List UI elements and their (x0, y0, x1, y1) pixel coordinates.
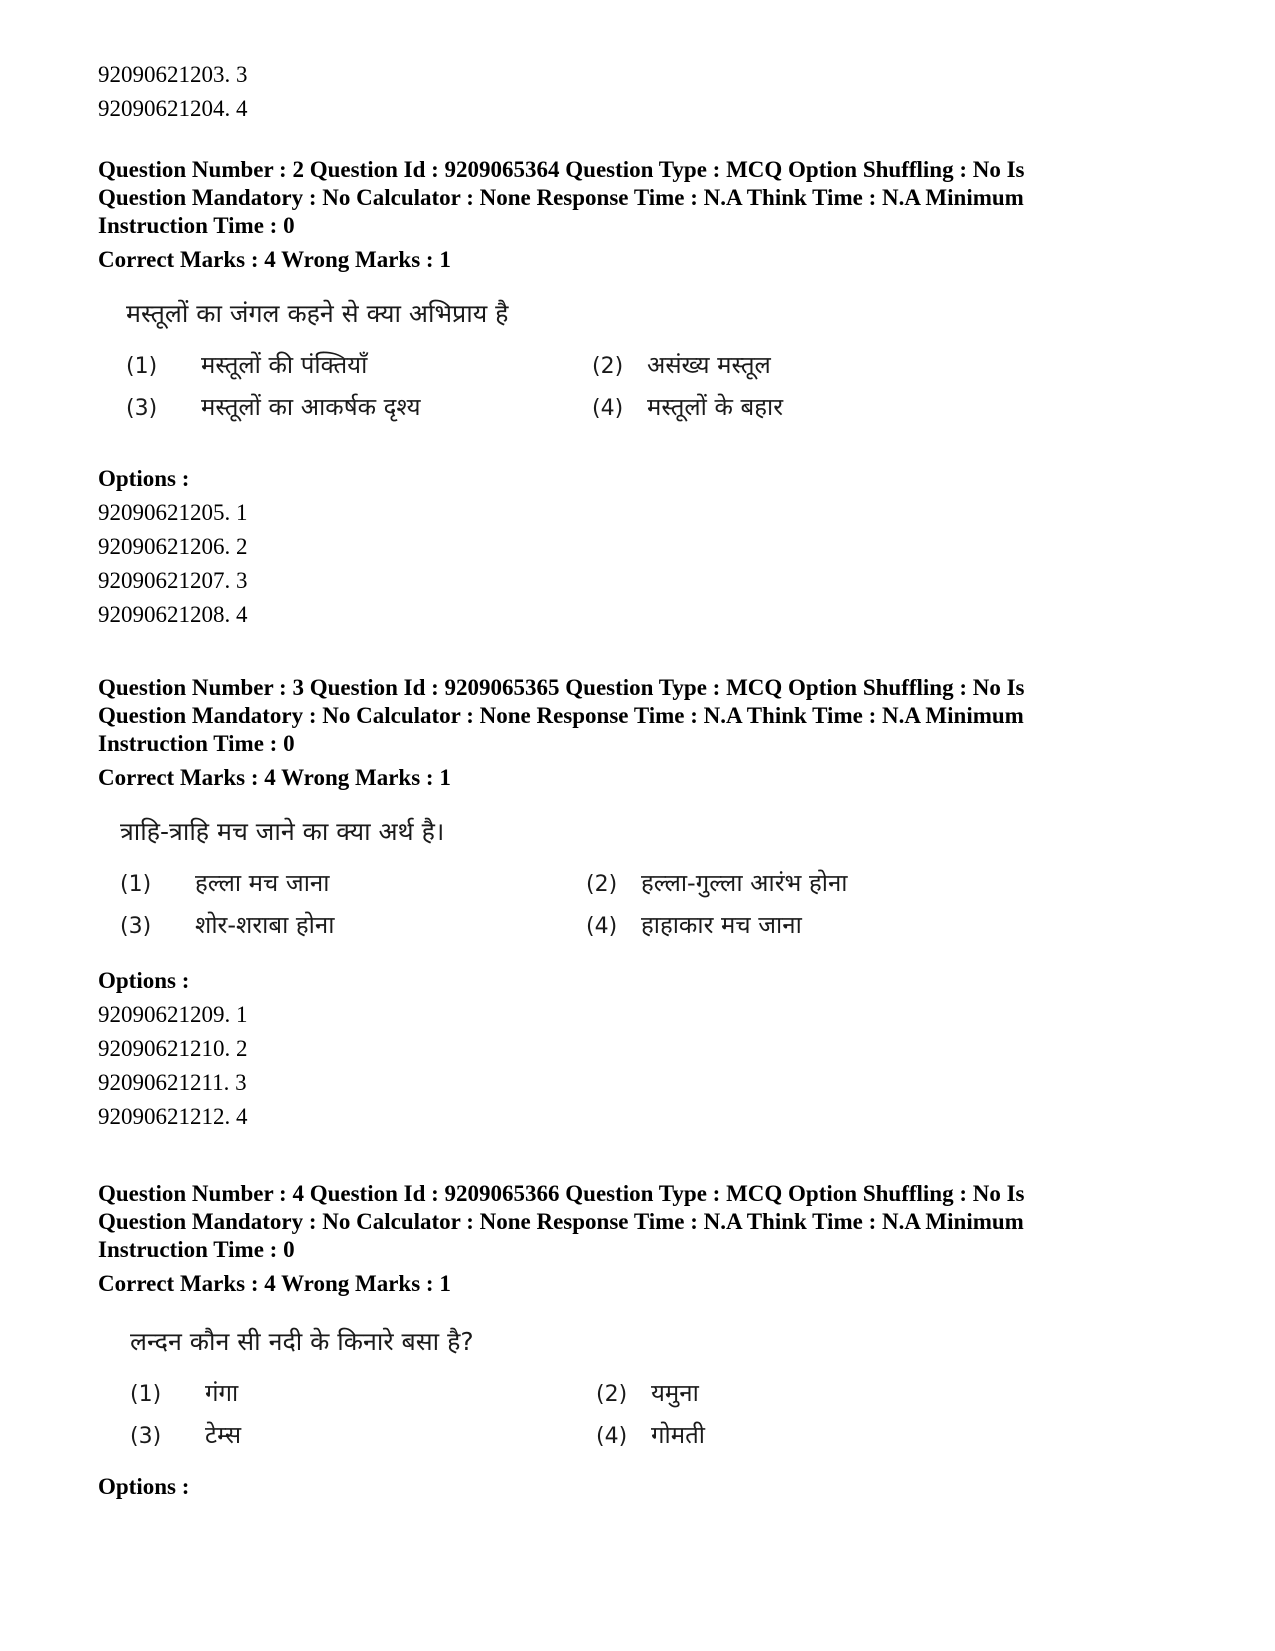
choice-number: (3) (120, 914, 152, 939)
question-marks: Correct Marks : 4 Wrong Marks : 1 (98, 765, 451, 790)
question-image (98, 296, 1188, 446)
choice-text: मस्तूलों के बहार (647, 393, 784, 421)
choice-1 (126, 348, 367, 384)
choice-2 (596, 1376, 699, 1412)
choice-text: हल्ला मच जाना (195, 869, 330, 897)
choice-number: (4) (586, 914, 618, 939)
choice-3 (120, 908, 334, 944)
question-marks: Correct Marks : 4 Wrong Marks : 1 (98, 1271, 451, 1296)
choice-number: (4) (596, 1424, 628, 1449)
previous-question-options (98, 58, 248, 126)
question-image (98, 1320, 1188, 1472)
option-line: 92090621206. 2 (98, 534, 248, 559)
choice-text: मस्तूलों का आकर्षक दृश्य (201, 393, 421, 421)
choice-1 (130, 1376, 238, 1412)
choice-text: असंख्य मस्तूल (647, 351, 771, 379)
choice-3 (130, 1418, 241, 1454)
options-list (98, 496, 1188, 632)
choice-1 (120, 866, 329, 902)
choice-4 (586, 908, 802, 944)
choice-2 (586, 866, 848, 902)
question-stem: त्राहि-त्राहि मच जाने का क्या अर्थ है। (120, 817, 445, 846)
question-block-2 (98, 156, 1188, 632)
choice-2 (592, 348, 771, 384)
choice-number: (2) (596, 1382, 628, 1407)
question-stem: लन्दन कौन सी नदी के किनारे बसा है? (130, 1327, 474, 1356)
options-list (98, 998, 1188, 1134)
option-line: 92090621205. 1 (98, 500, 248, 525)
choice-text: हल्ला-गुल्ला आरंभ होना (641, 869, 848, 897)
choice-text: हाहाकार मच जाना (641, 911, 802, 939)
question-header: Question Number : 4 Question Id : 9209065366 Question Type : MCQ Option Shuffling : No Is Question Mandatory : No Calculator : None Response Time : N.A Think Time : N.A Minimum Instruction Time : 0 (98, 1181, 1025, 1262)
question-header: Question Number : 3 Question Id : 9209065365 Question Type : MCQ Option Shuffling : No Is Question Mandatory : No Calculator : None Response Time : N.A Think Time : N.A Minimum Instruction Time : 0 (98, 675, 1025, 756)
option-line: 92090621211. 3 (98, 1070, 247, 1095)
options-label: Options : (98, 968, 190, 993)
choice-number: (1) (126, 354, 158, 379)
choice-number: (1) (120, 872, 152, 897)
choice-number: (1) (130, 1382, 162, 1407)
choice-4 (596, 1418, 705, 1454)
choice-text: गोमती (651, 1421, 705, 1449)
choice-number: (3) (130, 1424, 162, 1449)
option-line: 92090621210. 2 (98, 1036, 248, 1061)
option-line: 92090621207. 3 (98, 568, 248, 593)
option-line: 92090621208. 4 (98, 602, 248, 627)
option-line: 92090621204. 4 (98, 96, 248, 121)
options-label: Options : (98, 466, 190, 491)
choice-text: गंगा (205, 1379, 239, 1407)
option-line: 92090621212. 4 (98, 1104, 248, 1129)
choice-text: मस्तूलों की पंक्तियाँ (201, 351, 368, 379)
option-line: 92090621203. 3 (98, 62, 248, 87)
option-line: 92090621209. 1 (98, 1002, 248, 1027)
choice-4 (592, 390, 783, 426)
choice-text: टेम्स (205, 1421, 242, 1449)
question-block-3 (98, 674, 1188, 1134)
question-marks: Correct Marks : 4 Wrong Marks : 1 (98, 247, 451, 272)
choice-number: (2) (586, 872, 618, 897)
options-label: Options : (98, 1474, 190, 1499)
choice-number: (4) (592, 396, 624, 421)
question-block-4 (98, 1180, 1188, 1502)
question-header: Question Number : 2 Question Id : 9209065364 Question Type : MCQ Option Shuffling : No Is Question Mandatory : No Calculator : None Response Time : N.A Think Time : N.A Minimum Instruction Time : 0 (98, 157, 1025, 238)
choice-text: शोर-शराबा होना (195, 911, 335, 939)
choice-number: (3) (126, 396, 158, 421)
choice-text: यमुना (651, 1379, 699, 1407)
choice-number: (2) (592, 354, 624, 379)
question-stem: मस्तूलों का जंगल कहने से क्या अभिप्राय है (126, 299, 509, 328)
choice-3 (126, 390, 421, 426)
question-image (98, 814, 1188, 954)
document-page (98, 0, 1188, 1651)
